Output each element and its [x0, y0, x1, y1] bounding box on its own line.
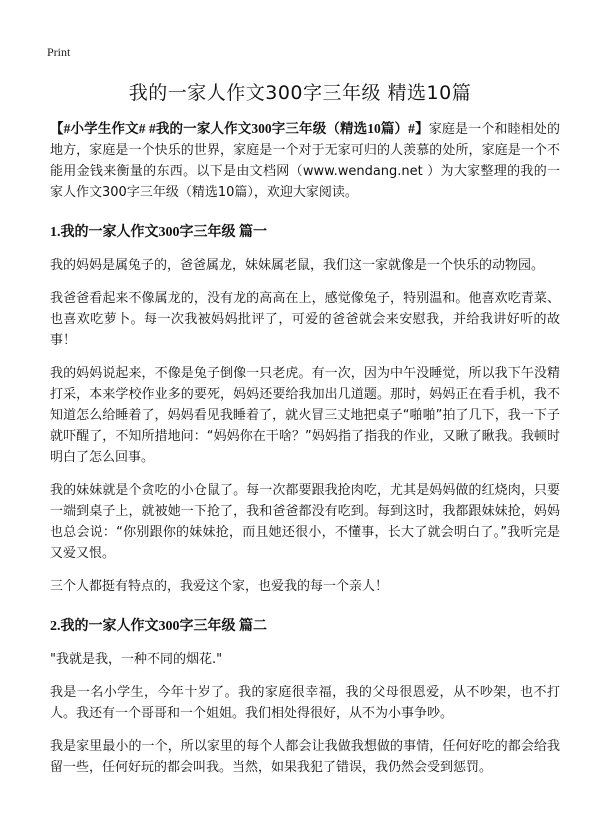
section-1-paragraph: 我的妈妈是属兔子的，爸爸属龙，妹妹属老鼠，我们这一家就像是一个快乐的动物园。 [50, 258, 545, 273]
article-body [50, 118, 560, 790]
intro-text: 家庭是一个和睦相处的地方，家庭是一个快乐的世界，家庭是一个对于无家可归的人羡慕的处所，家庭是一个不能用金钱来衡量的东西。以下是由文档网（www.wendang.net ）为大家整理的我的一家人作文300字三年级（精选10篇），欢迎大家阅读。 [50, 122, 560, 200]
intro-paragraph [50, 118, 560, 203]
intro-tags: 【#小学生作文# #我的一家人作文300字三年级（精选10篇）#】 [50, 121, 429, 136]
section-1-paragraph: 我爸爸看起来不像属龙的，没有龙的高高在上，感觉像兔子，特别温和。他喜欢吃青菜、也喜欢吃萝卜。每一次我被妈妈批评了，可爱的爸爸就会来安慰我，并给我讲好听的故事！ [50, 291, 560, 348]
section-2-paragraph: 我是一名小学生，今年十岁了。我的家庭很幸福，我的父母很恩爱，从不吵架，也不打人。我还有一个哥哥和一个姐姐。我们相处得很好，从不为小事争吵。 [50, 685, 560, 721]
section-1-paragraph: 三个人都挺有特点的，我爱这个家，也爱我的每一个亲人！ [50, 579, 389, 594]
section-2-paragraph: 我是家里最小的一个，所以家里的每个人都会让我做我想做的事情，任何好吃的都会给我留一些，任何好玩的都会叫我。当然，如果我犯了错误，我仍然会受到惩罚。 [50, 739, 560, 775]
print-link[interactable]: Print [47, 45, 71, 59]
section-heading-1: 1.我的一家人作文300字三年级 篇一 [50, 225, 267, 240]
section-heading-2: 2.我的一家人作文300字三年级 篇二 [50, 619, 267, 634]
section-1-paragraph: 我的妈妈说起来，不像是兔子倒像一只老虎。有一次，因为中午没睡觉，所以我下午没精打采，本来学校作业多的要死，妈妈还要给我加出几道题。那时，妈妈正在看手机，我不知道怎么给睡着了，妈妈看见我睡着了，就火冒三丈地把桌子“啪啪”拍了几下，我一下子就吓醒了，不知所措地问：“妈妈你在干啥？”妈妈指了指我的作业，又瞅了瞅我。我顿时明白了怎么回事。 [50, 366, 560, 465]
page-title: 我的一家人作文300字三年级 精选10篇 [128, 82, 472, 104]
section-2-quote: "我就是我，一种不同的烟花." [50, 652, 223, 667]
section-1-paragraph: 我的妹妹就是个贪吃的小仓鼠了。每一次都要跟我抢肉吃，尤其是妈妈做的红烧肉，只要一端到桌子上，就被她一下抢了，我和爸爸都没有吃到。每到这时，我都跟妹妹抢，妈妈也总会说：“你别跟你的妹妹抢，而且她还很小，不懂事，长大了就会明白了。”我听完是又爱又恨。 [50, 483, 560, 561]
